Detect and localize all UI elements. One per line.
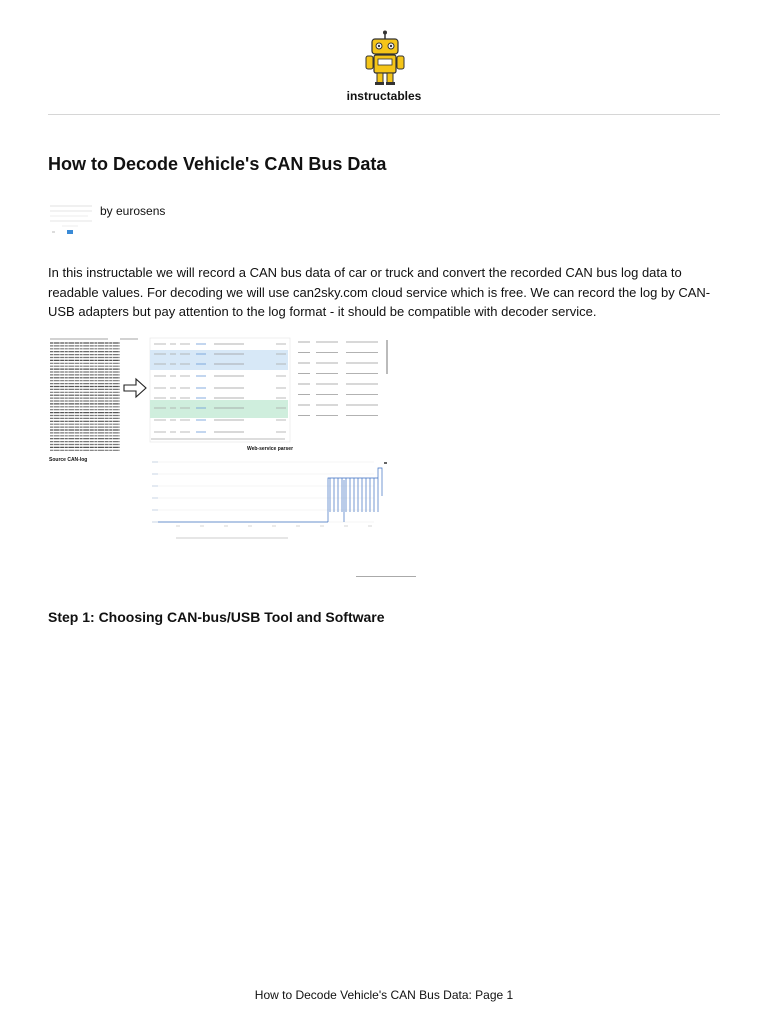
author-avatar[interactable] <box>48 200 94 236</box>
figure-right-caption: Web-service parser <box>246 446 294 452</box>
web-service-chart <box>150 456 390 538</box>
step-1-title: Step 1: Choosing CAN-bus/USB Tool and Software <box>48 609 385 625</box>
can-log-screenshot <box>50 339 138 450</box>
figure-left-caption: Source CAN-log <box>49 457 88 463</box>
section-divider <box>356 576 416 577</box>
header-divider <box>48 114 720 115</box>
intro-paragraph: In this instructable we will record a CAN bus data of car or truck and convert the recorded CAN bus log data to readable values. For decoding we will use can2sky.com cloud service which is free. We can record the log by CAN-USB adapters but pay attention to the log format - it should be compatible with decoder service. <box>48 265 711 319</box>
page-footer: How to Decode Vehicle's CAN Bus Data: Page 1 <box>254 988 514 1002</box>
page-title: How to Decode Vehicle's CAN Bus Data <box>48 154 387 174</box>
instructables-robot-logo-icon[interactable] <box>362 30 408 86</box>
web-service-table <box>150 338 388 442</box>
author-byline[interactable]: by eurosens <box>100 204 166 218</box>
right-arrow-icon <box>124 379 146 397</box>
site-brand[interactable]: instructables <box>346 89 422 103</box>
can-decoding-figure <box>48 336 392 540</box>
